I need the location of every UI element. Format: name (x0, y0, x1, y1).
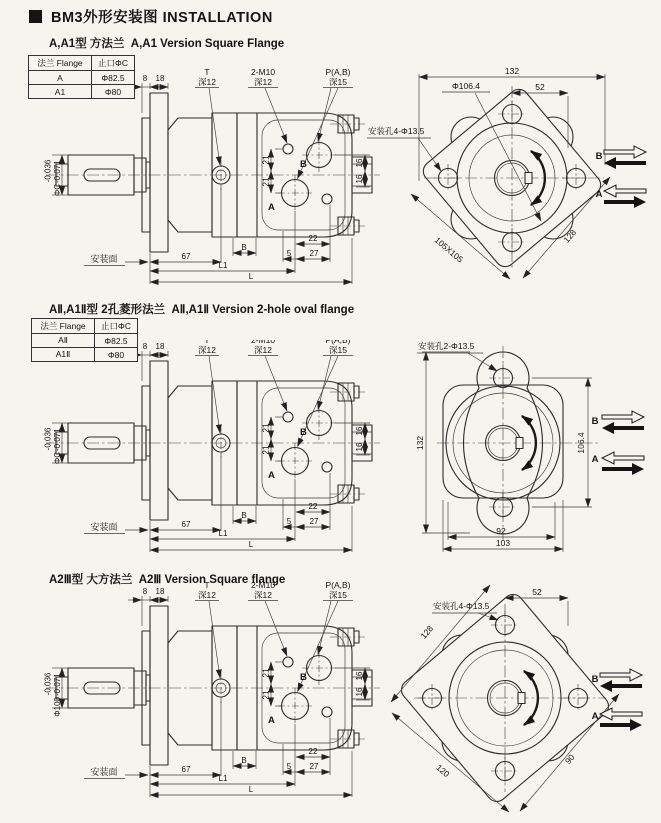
front-view-oval-flange (415, 341, 644, 552)
flow-arrow-in (604, 157, 646, 169)
page-title-text: BM3外形安装图 INSTALLATION (51, 10, 273, 26)
flange-type: A (29, 71, 92, 85)
spigot-dia: Φ82.5 (95, 334, 138, 348)
port-b-label: B (591, 674, 599, 685)
dim-52-label: 52 (535, 82, 545, 92)
flange-table-2 (31, 318, 138, 362)
flange-col-header: 法兰 Flange (29, 56, 92, 71)
section3-heading: A2Ⅲ型 大方法兰 A2Ⅲ Version Square flange (49, 574, 286, 586)
flow-arrow-in (602, 422, 644, 434)
dim-52-label: 52 (532, 587, 542, 597)
port-a-label: A (591, 711, 599, 722)
shaft-tol-lower: -0.071 (53, 428, 62, 451)
table-row (32, 334, 138, 348)
port-a-label: A (591, 454, 599, 465)
shaft-tol-lower: -0.071 (53, 160, 62, 183)
shaft-tol-upper: -0.036 (43, 427, 53, 451)
spigot-dia: Φ82.5 (92, 71, 135, 85)
flow-arrow-out (604, 146, 646, 158)
flange-table-1 (28, 55, 135, 99)
front-view-geometry (437, 346, 598, 540)
shaft-dia-value: ΦC (53, 452, 62, 465)
flow-arrow-in (602, 463, 644, 475)
flange-type: AⅡ (32, 334, 95, 348)
flow-arrow-out (602, 452, 644, 464)
spigot-dia: Φ80 (92, 85, 135, 99)
dim-92-label: 92 (496, 526, 506, 536)
section3-drawing (0, 578, 661, 823)
flange-type: A1Ⅱ (32, 348, 95, 362)
section2-heading: AⅡ,A1Ⅱ型 2孔菱形法兰 AⅡ,A1Ⅱ Version 2-hole oval flange (49, 304, 355, 316)
port-flow-arrows (596, 146, 646, 208)
shaft-dia-value: ΦC (53, 184, 62, 197)
flow-arrow-in (600, 680, 642, 692)
flow-arrow-out (604, 185, 646, 197)
flow-arrow-in (604, 196, 646, 208)
port-a-label: A (595, 189, 603, 200)
edge-dim-120-label: 120 (434, 762, 452, 780)
spigot-dia: Φ80 (95, 348, 138, 362)
shaft-tol-lower: -0.071 (53, 673, 62, 696)
port-flow-arrows (592, 411, 644, 475)
edge-dim-90-label: 90 (562, 752, 577, 766)
edge-dim-128-label: 128 (418, 623, 436, 641)
shaft-tol-upper: -0.036 (43, 672, 53, 696)
table-row (29, 71, 135, 85)
shaft-tol-upper: -0.036 (43, 159, 53, 183)
front-view-geometry (397, 590, 612, 805)
title-bullet-square (29, 10, 42, 23)
shaft-dia-value: Φ100 (53, 697, 62, 717)
flange-col-header: 法兰 Flange (32, 319, 95, 334)
dim-103-label: 103 (495, 538, 511, 548)
port-b-label: B (591, 416, 599, 427)
front-view-dimensions (415, 341, 592, 552)
mounting-holes-label: 安装孔4-Φ13.5 (433, 601, 490, 611)
dim-106-label: 106.4 (576, 432, 586, 454)
front-view-large-square-flange (391, 585, 642, 812)
flow-arrow-in (600, 719, 642, 731)
flow-arrow-out (602, 411, 644, 423)
front-view-square-flange (367, 66, 646, 279)
spigot-col-header: 止口ΦC (92, 56, 135, 71)
flow-arrow-out (600, 669, 642, 681)
dim-132-label: 132 (415, 435, 425, 451)
flange-type: A1 (29, 85, 92, 99)
section2-drawing (0, 340, 661, 578)
page-title (29, 6, 273, 27)
spigot-col-header: 止口ΦC (95, 319, 138, 334)
port-b-label: B (595, 151, 603, 162)
edge-dim-128-label: 128 (561, 227, 579, 245)
pilot-dia-label: Φ106.4 (451, 81, 481, 91)
section1-heading: A,A1型 方法兰 A,A1 Version Square Flange (49, 38, 285, 50)
shaft-diameter-label (44, 159, 63, 196)
table-row (29, 85, 135, 99)
mounting-holes-label: 安装孔4-Φ13.5 (368, 126, 425, 136)
shaft-diameter-label (44, 427, 63, 464)
edge-dim-105x105-label: 105X105 (432, 234, 466, 265)
dim-132-label: 132 (504, 66, 520, 76)
shaft-diameter-label (44, 672, 63, 717)
table-row (32, 348, 138, 362)
mounting-holes-label: 安装孔2-Φ13.5 (418, 341, 475, 351)
